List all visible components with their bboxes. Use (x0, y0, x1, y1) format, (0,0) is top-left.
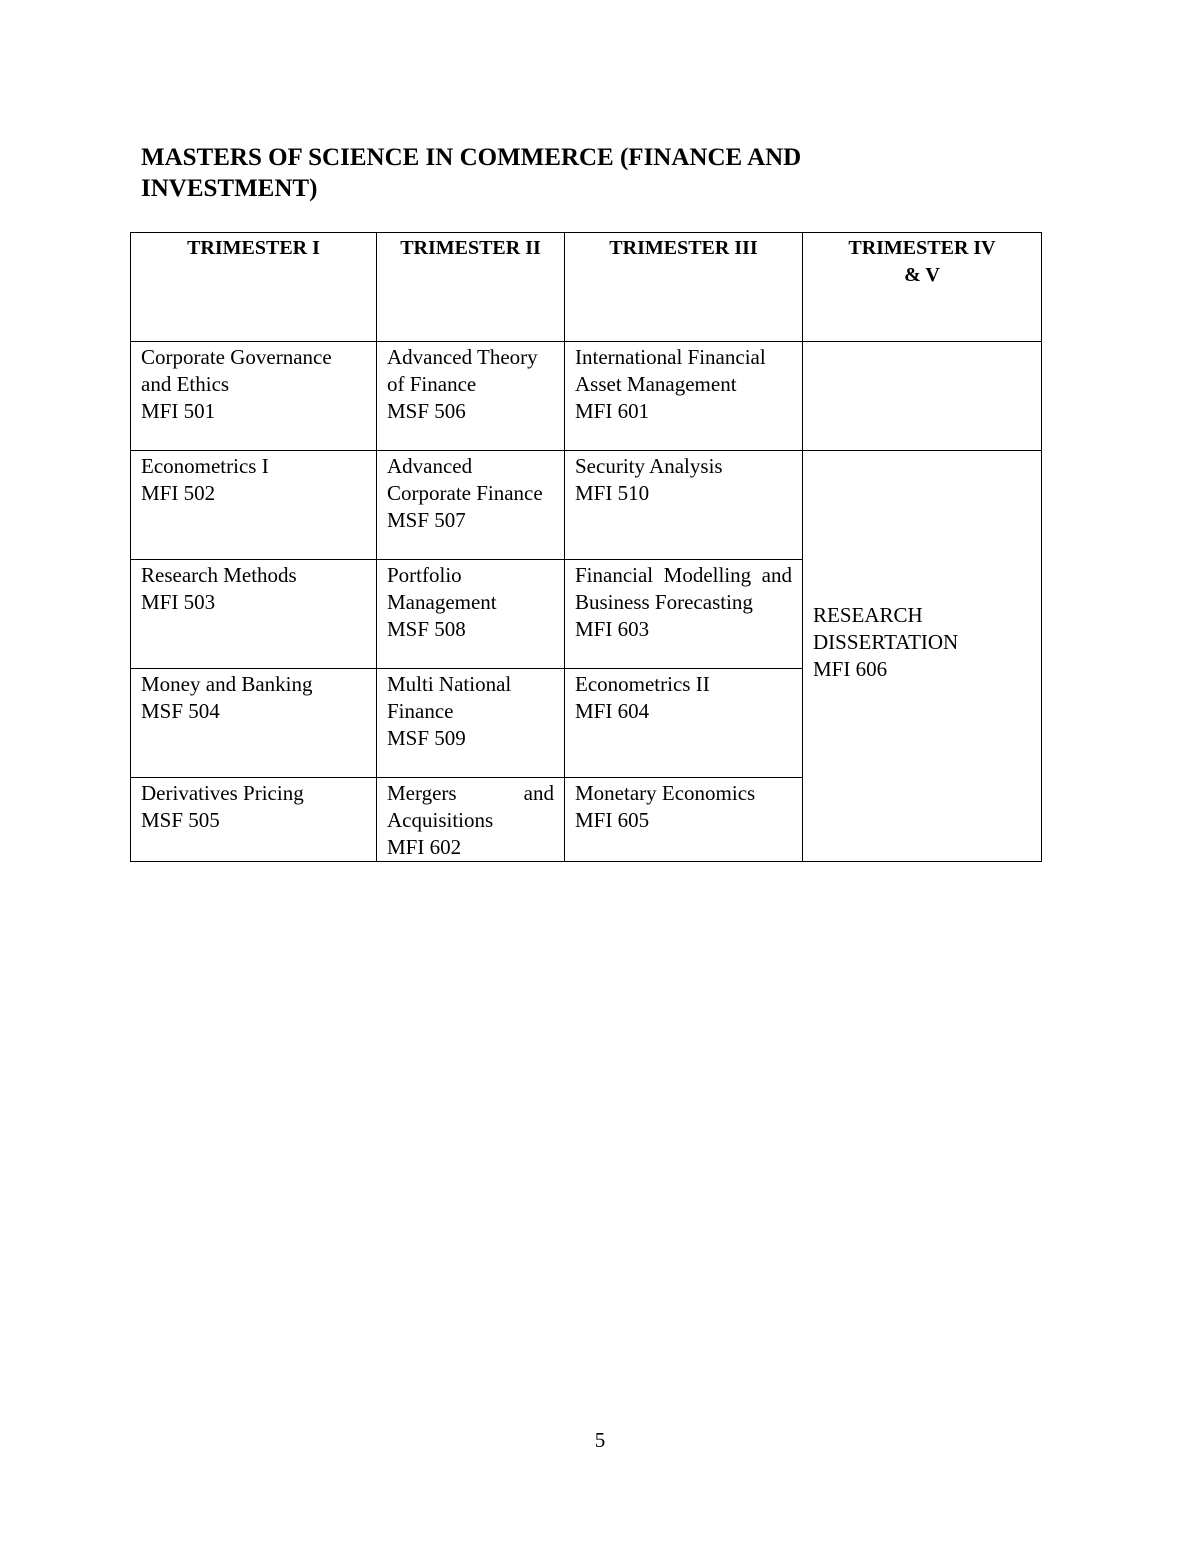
course-cell (377, 560, 565, 669)
course-name: Advanced Theory of Finance (387, 345, 538, 396)
header-trimester-2: TRIMESTER II (377, 233, 565, 342)
dissertation-name: RESEARCH DISSERTATION (813, 602, 959, 654)
course-cell (565, 669, 803, 778)
dissertation-code: MFI 606 (813, 656, 888, 681)
course-code: MSF 504 (141, 699, 220, 723)
course-code: MSF 509 (387, 726, 466, 750)
course-cell (565, 778, 803, 862)
course-cell (131, 560, 377, 669)
course-name: Corporate Governance and Ethics (141, 345, 332, 396)
course-cell (131, 342, 377, 451)
course-name: International Financial Asset Management (575, 345, 766, 396)
course-name: Mergers and Acquisitions (387, 781, 554, 832)
course-code: MFI 502 (141, 481, 216, 505)
course-code: MSF 506 (387, 399, 466, 423)
course-cell (131, 778, 377, 862)
course-code: MFI 510 (575, 481, 650, 505)
header-trimester-3: TRIMESTER III (565, 233, 803, 342)
course-cell (131, 669, 377, 778)
table-row (131, 451, 1042, 560)
course-code: MFI 605 (575, 808, 650, 832)
course-code: MSF 505 (141, 808, 220, 832)
course-name: Multi National Finance (387, 672, 512, 723)
course-cell (565, 451, 803, 560)
course-name: Advanced Corporate Finance (387, 454, 543, 505)
course-cell (377, 669, 565, 778)
header-trimester-1: TRIMESTER I (131, 233, 377, 342)
page-title: MASTERS OF SCIENCE IN COMMERCE (FINANCE AND INVESTMENT) (141, 144, 802, 202)
course-cell (565, 342, 803, 451)
course-code: MFI 602 (387, 835, 462, 859)
course-name: Econometrics I (141, 454, 269, 478)
course-cell (377, 342, 565, 451)
course-code: MFI 503 (141, 590, 216, 614)
course-code: MFI 501 (141, 399, 216, 423)
course-name: Money and Banking (141, 672, 313, 696)
table-header-row (131, 233, 1042, 342)
course-name: Security Analysis (575, 454, 723, 478)
course-code: MFI 604 (575, 699, 650, 723)
empty-cell (803, 342, 1042, 451)
course-name: Research Methods (141, 563, 297, 587)
table-row (131, 342, 1042, 451)
course-name: Monetary Economics (575, 781, 756, 805)
course-cell (565, 560, 803, 669)
course-code: MFI 603 (575, 617, 650, 641)
course-cell (377, 778, 565, 862)
course-name: Econometrics II (575, 672, 710, 696)
course-name: Financial Modelling and Business Forecasting (575, 563, 792, 614)
course-code: MSF 508 (387, 617, 466, 641)
course-cell (377, 451, 565, 560)
research-dissertation-cell (803, 451, 1042, 862)
course-cell (131, 451, 377, 560)
course-table (130, 232, 1042, 862)
course-code: MSF 507 (387, 508, 466, 532)
header-trimester-4-5: TRIMESTER IV & V (803, 233, 1042, 342)
course-code: MFI 601 (575, 399, 650, 423)
page-number: 5 (594, 1428, 606, 1452)
course-name: Portfolio Management (387, 563, 497, 614)
course-name: Derivatives Pricing (141, 781, 304, 805)
